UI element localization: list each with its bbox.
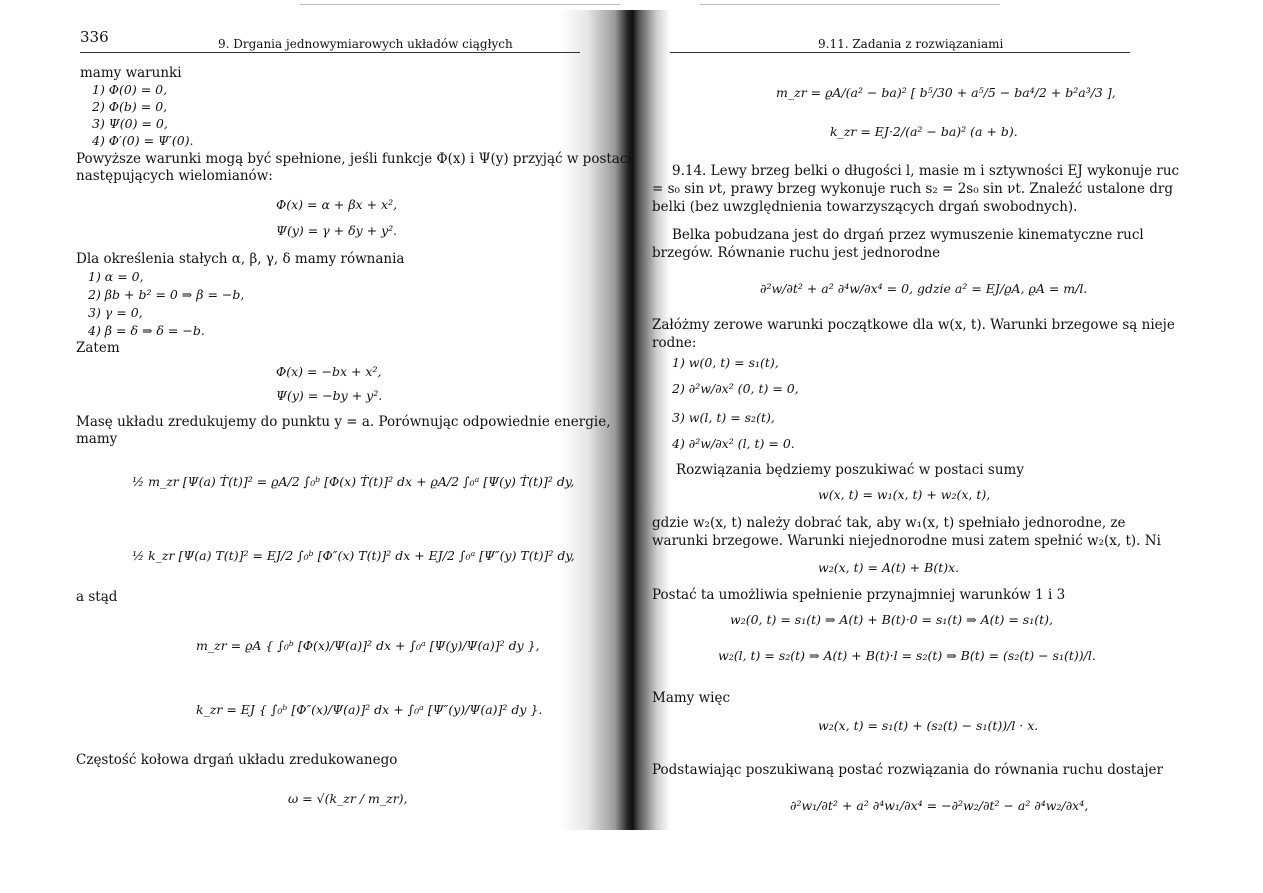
equation: ∂²w/∂t² + a² ∂⁴w/∂x⁴ = 0, gdzie a² = EJ/ϱA, ϱA = m/l.	[760, 281, 1088, 296]
text-line: Częstość kołowa drgań układu zredukowanego	[76, 752, 398, 768]
text-line: Dla określenia stałych α, β, γ, δ mamy równania	[76, 251, 405, 267]
scan-edge-line	[300, 4, 620, 5]
text-line: gdzie w₂(x, t) należy dobrać tak, aby w₁(x, t) spełniało jednorodne, ze	[652, 515, 1126, 531]
text-line: 9.14. Lewy brzeg belki o długości l, masie m i sztywności EJ wykonuje ruc	[672, 163, 1180, 179]
text-line: następujących wielomianów:	[76, 168, 273, 184]
header-rule-left	[80, 52, 580, 53]
text-line: rodne:	[652, 335, 697, 351]
text-line: Postać ta umożliwia spełnienie przynajmniej warunków 1 i 3	[652, 587, 1066, 603]
scan-edge-line	[700, 4, 1000, 5]
text-line: mamy	[76, 431, 118, 447]
equation: Φ(x) = α + βx + x²,	[276, 197, 398, 212]
equation: w₂(0, t) = s₁(t) ⇒ A(t) + B(t)·0 = s₁(t) ⇒ A(t) = s₁(t),	[730, 612, 1053, 627]
condition-line: 3) γ = 0,	[88, 305, 143, 320]
equation: Ψ(y) = γ + δy + y².	[276, 223, 398, 238]
condition-line: 1) w(0, t) = s₁(t),	[672, 355, 779, 370]
equation: m_zr = ϱA/(a² − ba)² [ b⁵/30 + a⁵/5 − ba⁴/2 + b²a³/3 ],	[776, 85, 1116, 100]
equation: ∂²w₁/∂t² + a² ∂⁴w₁/∂x⁴ = −∂²w₂/∂t² − a² ∂⁴w₂/∂x⁴,	[790, 798, 1089, 813]
equation: w(x, t) = w₁(x, t) + w₂(x, t),	[818, 487, 991, 502]
text-line: Masę układu zredukujemy do punktu y = a. Porównując odpowiednie energie,	[76, 414, 611, 430]
equation: w₂(x, t) = s₁(t) + (s₂(t) − s₁(t))/l · x.	[818, 718, 1039, 733]
running-header-left: 9. Drgania jednowymiarowych układów ciągłych	[218, 37, 513, 51]
text-line: Zatem	[76, 340, 120, 356]
text-line: belki (bez uwzględnienia towarzyszących drgań swobodnych).	[652, 199, 1078, 215]
condition-line: 4) β = δ ⇒ δ = −b.	[88, 323, 205, 338]
condition-line: 2) Φ(b) = 0,	[92, 99, 168, 114]
text-line: Powyższe warunki mogą być spełnione, jeśli funkcje Φ(x) i Ψ(y) przyjąć w postaci	[76, 151, 632, 167]
condition-line: 3) w(l, t) = s₂(t),	[672, 410, 775, 425]
equation: Φ(x) = −bx + x²,	[276, 364, 382, 379]
text-line: warunki brzegowe. Warunki niejednorodne musi zatem spełnić w₂(x, t). Ni	[652, 533, 1161, 549]
text-line: Rozwiązania będziemy poszukiwać w postaci sumy	[676, 462, 1024, 478]
equation: m_zr = ϱA { ∫₀ᵇ [Φ(x)/Ψ(a)]² dx + ∫₀ᵃ [Ψ(y)/Ψ(a)]² dy },	[196, 638, 540, 653]
text-line: Załóżmy zerowe warunki początkowe dla w(x, t). Warunki brzegowe są nieje	[652, 317, 1175, 333]
condition-line: 2) βb + b² = 0 ⇒ β = −b,	[88, 287, 245, 302]
equation: k_zr = EJ·2/(a² − ba)² (a + b).	[830, 124, 1018, 139]
header-rule-right	[670, 52, 1130, 53]
equation: w₂(x, t) = A(t) + B(t)x.	[818, 560, 960, 575]
page-number: 336	[80, 28, 109, 46]
running-header-right: 9.11. Zadania z rozwiązaniami	[818, 37, 1004, 51]
condition-line: 3) Ψ(0) = 0,	[92, 116, 168, 131]
equation: ω = √(k_zr / m_zr),	[288, 791, 408, 806]
equation: w₂(l, t) = s₂(t) ⇒ A(t) + B(t)·l = s₂(t) ⇒ B(t) = (s₂(t) − s₁(t))/l.	[718, 648, 1096, 663]
text-line: a stąd	[76, 589, 118, 605]
equation: ½ k_zr [Ψ(a) T(t)]² = EJ/2 ∫₀ᵇ [Φ″(x) T(t)]² dx + EJ/2 ∫₀ᵃ [Ψ″(y) T(t)]² dy,	[132, 548, 575, 563]
text-line: Belka pobudzana jest do drgań przez wymuszenie kinematyczne rucl	[672, 227, 1144, 243]
condition-line: 1) α = 0,	[88, 269, 144, 284]
equation: k_zr = EJ { ∫₀ᵇ [Φ″(x)/Ψ(a)]² dx + ∫₀ᵃ [Ψ″(y)/Ψ(a)]² dy }.	[196, 702, 543, 717]
text-line: Mamy więc	[652, 690, 731, 706]
condition-line: 4) Φ′(0) = Ψ′(0).	[92, 133, 194, 148]
equation: ½ m_zr [Ψ(a) Ṫ(t)]² = ϱA/2 ∫₀ᵇ [Φ(x) Ṫ(t)]² dx + ϱA/2 ∫₀ᵃ [Ψ(y) Ṫ(t)]² dy,	[132, 474, 575, 489]
condition-line: 2) ∂²w/∂x² (0, t) = 0,	[672, 381, 799, 396]
condition-line: 4) ∂²w/∂x² (l, t) = 0.	[672, 436, 795, 451]
text-line: = s₀ sin νt, prawy brzeg wykonuje ruch s₂ = 2s₀ sin νt. Znaleźć ustalone drg	[652, 181, 1174, 197]
text-line: brzegów. Równanie ruchu jest jednorodne	[652, 245, 941, 261]
condition-line: 1) Φ(0) = 0,	[92, 82, 168, 97]
equation: Ψ(y) = −by + y².	[276, 388, 383, 403]
text-line: mamy warunki	[80, 65, 182, 81]
text-line: Podstawiając poszukiwaną postać rozwiązania do równania ruchu dostajer	[652, 762, 1163, 778]
